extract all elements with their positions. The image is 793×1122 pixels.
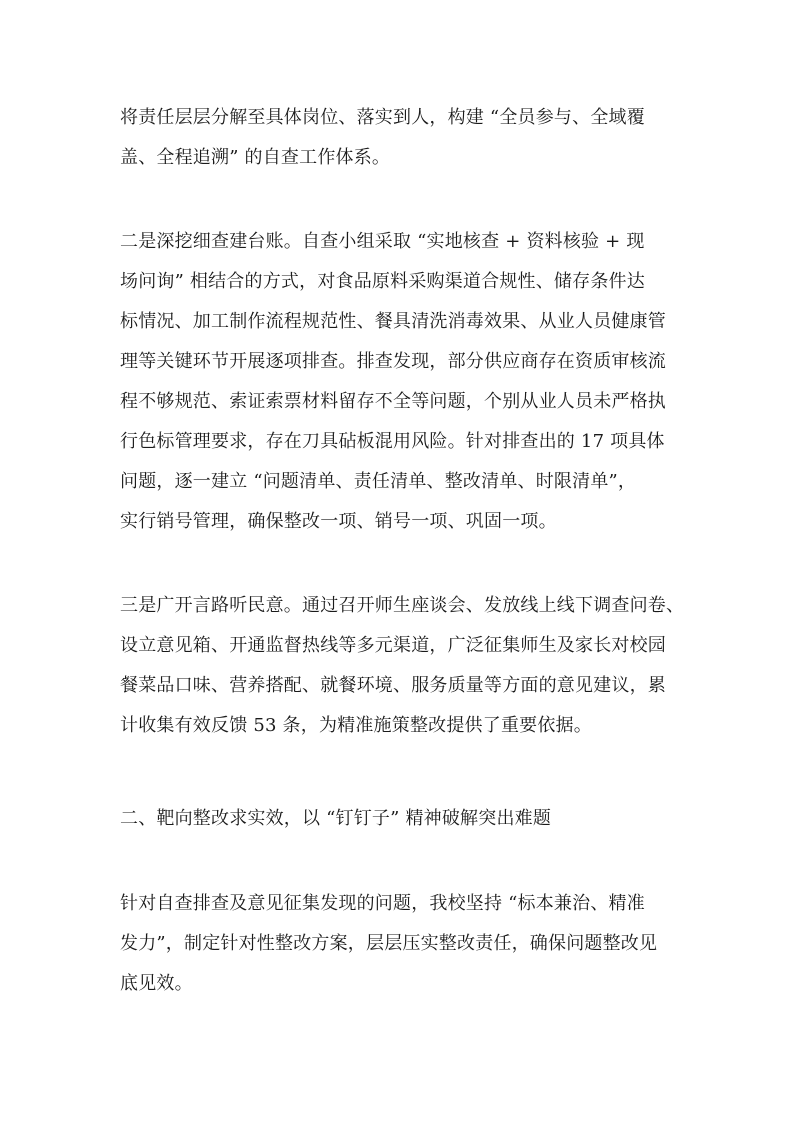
- paragraph-ledger: [120, 222, 680, 542]
- paragraph-continuation: [120, 98, 680, 178]
- text-line: 程不够规范、索证索票材料留存不全等问题，个别从业人员未严格执: [120, 391, 666, 412]
- text-line: 餐菜品口味、营养搭配、就餐环境、服务质量等方面的意见建议，累: [120, 675, 666, 696]
- heading-line: 二、靶向整改求实效，以 “钉钉子” 精神破解突出难题: [120, 808, 552, 829]
- text-line: 盖、全程追溯” 的自查工作体系。: [120, 147, 391, 168]
- text-line: 设立意见箱、开通监督热线等多元渠道，广泛征集师生及家长对校园: [120, 635, 666, 656]
- text-line: 场问询” 相结合的方式，对食品原料采购渠道合规性、储存条件达: [120, 271, 645, 292]
- paragraph-rectification: [120, 884, 680, 1004]
- text-line: 将责任层层分解至具体岗位、落实到人，构建 “全员参与、全域覆: [120, 107, 645, 128]
- text-line: 三是广开言路听民意。通过召开师生座谈会、发放线上线下调查问卷、: [120, 595, 685, 616]
- text-line: 实行销号管理，确保整改一项、销号一项、巩固一项。: [120, 511, 557, 532]
- text-line: 二是深挖细查建台账。自查小组采取 “实地核查 + 资料核验 + 现: [120, 231, 645, 252]
- text-line: 行色标管理要求，存在刀具砧板混用风险。针对排查出的 17 项具体: [120, 431, 665, 452]
- text-line: 底见效。: [120, 973, 193, 994]
- section-heading: [120, 799, 680, 839]
- text-line: 问题，逐一建立 “问题清单、责任清单、整改清单、时限清单”，: [120, 471, 637, 492]
- paragraph-opinions: [120, 586, 685, 746]
- text-line: 标情况、加工制作流程规范性、餐具清洗消毒效果、从业人员健康管: [120, 311, 666, 332]
- text-line: 计收集有效反馈 53 条，为精准施策整改提供了重要依据。: [120, 715, 592, 736]
- text-line: 针对自查排查及意见征集发现的问题，我校坚持 “标本兼治、精准: [120, 893, 645, 914]
- text-line: 理等关键环节开展逐项排查。排查发现，部分供应商存在资质审核流: [120, 351, 666, 372]
- text-line: 发力”，制定针对性整改方案，层层压实整改责任，确保问题整改见: [120, 933, 658, 954]
